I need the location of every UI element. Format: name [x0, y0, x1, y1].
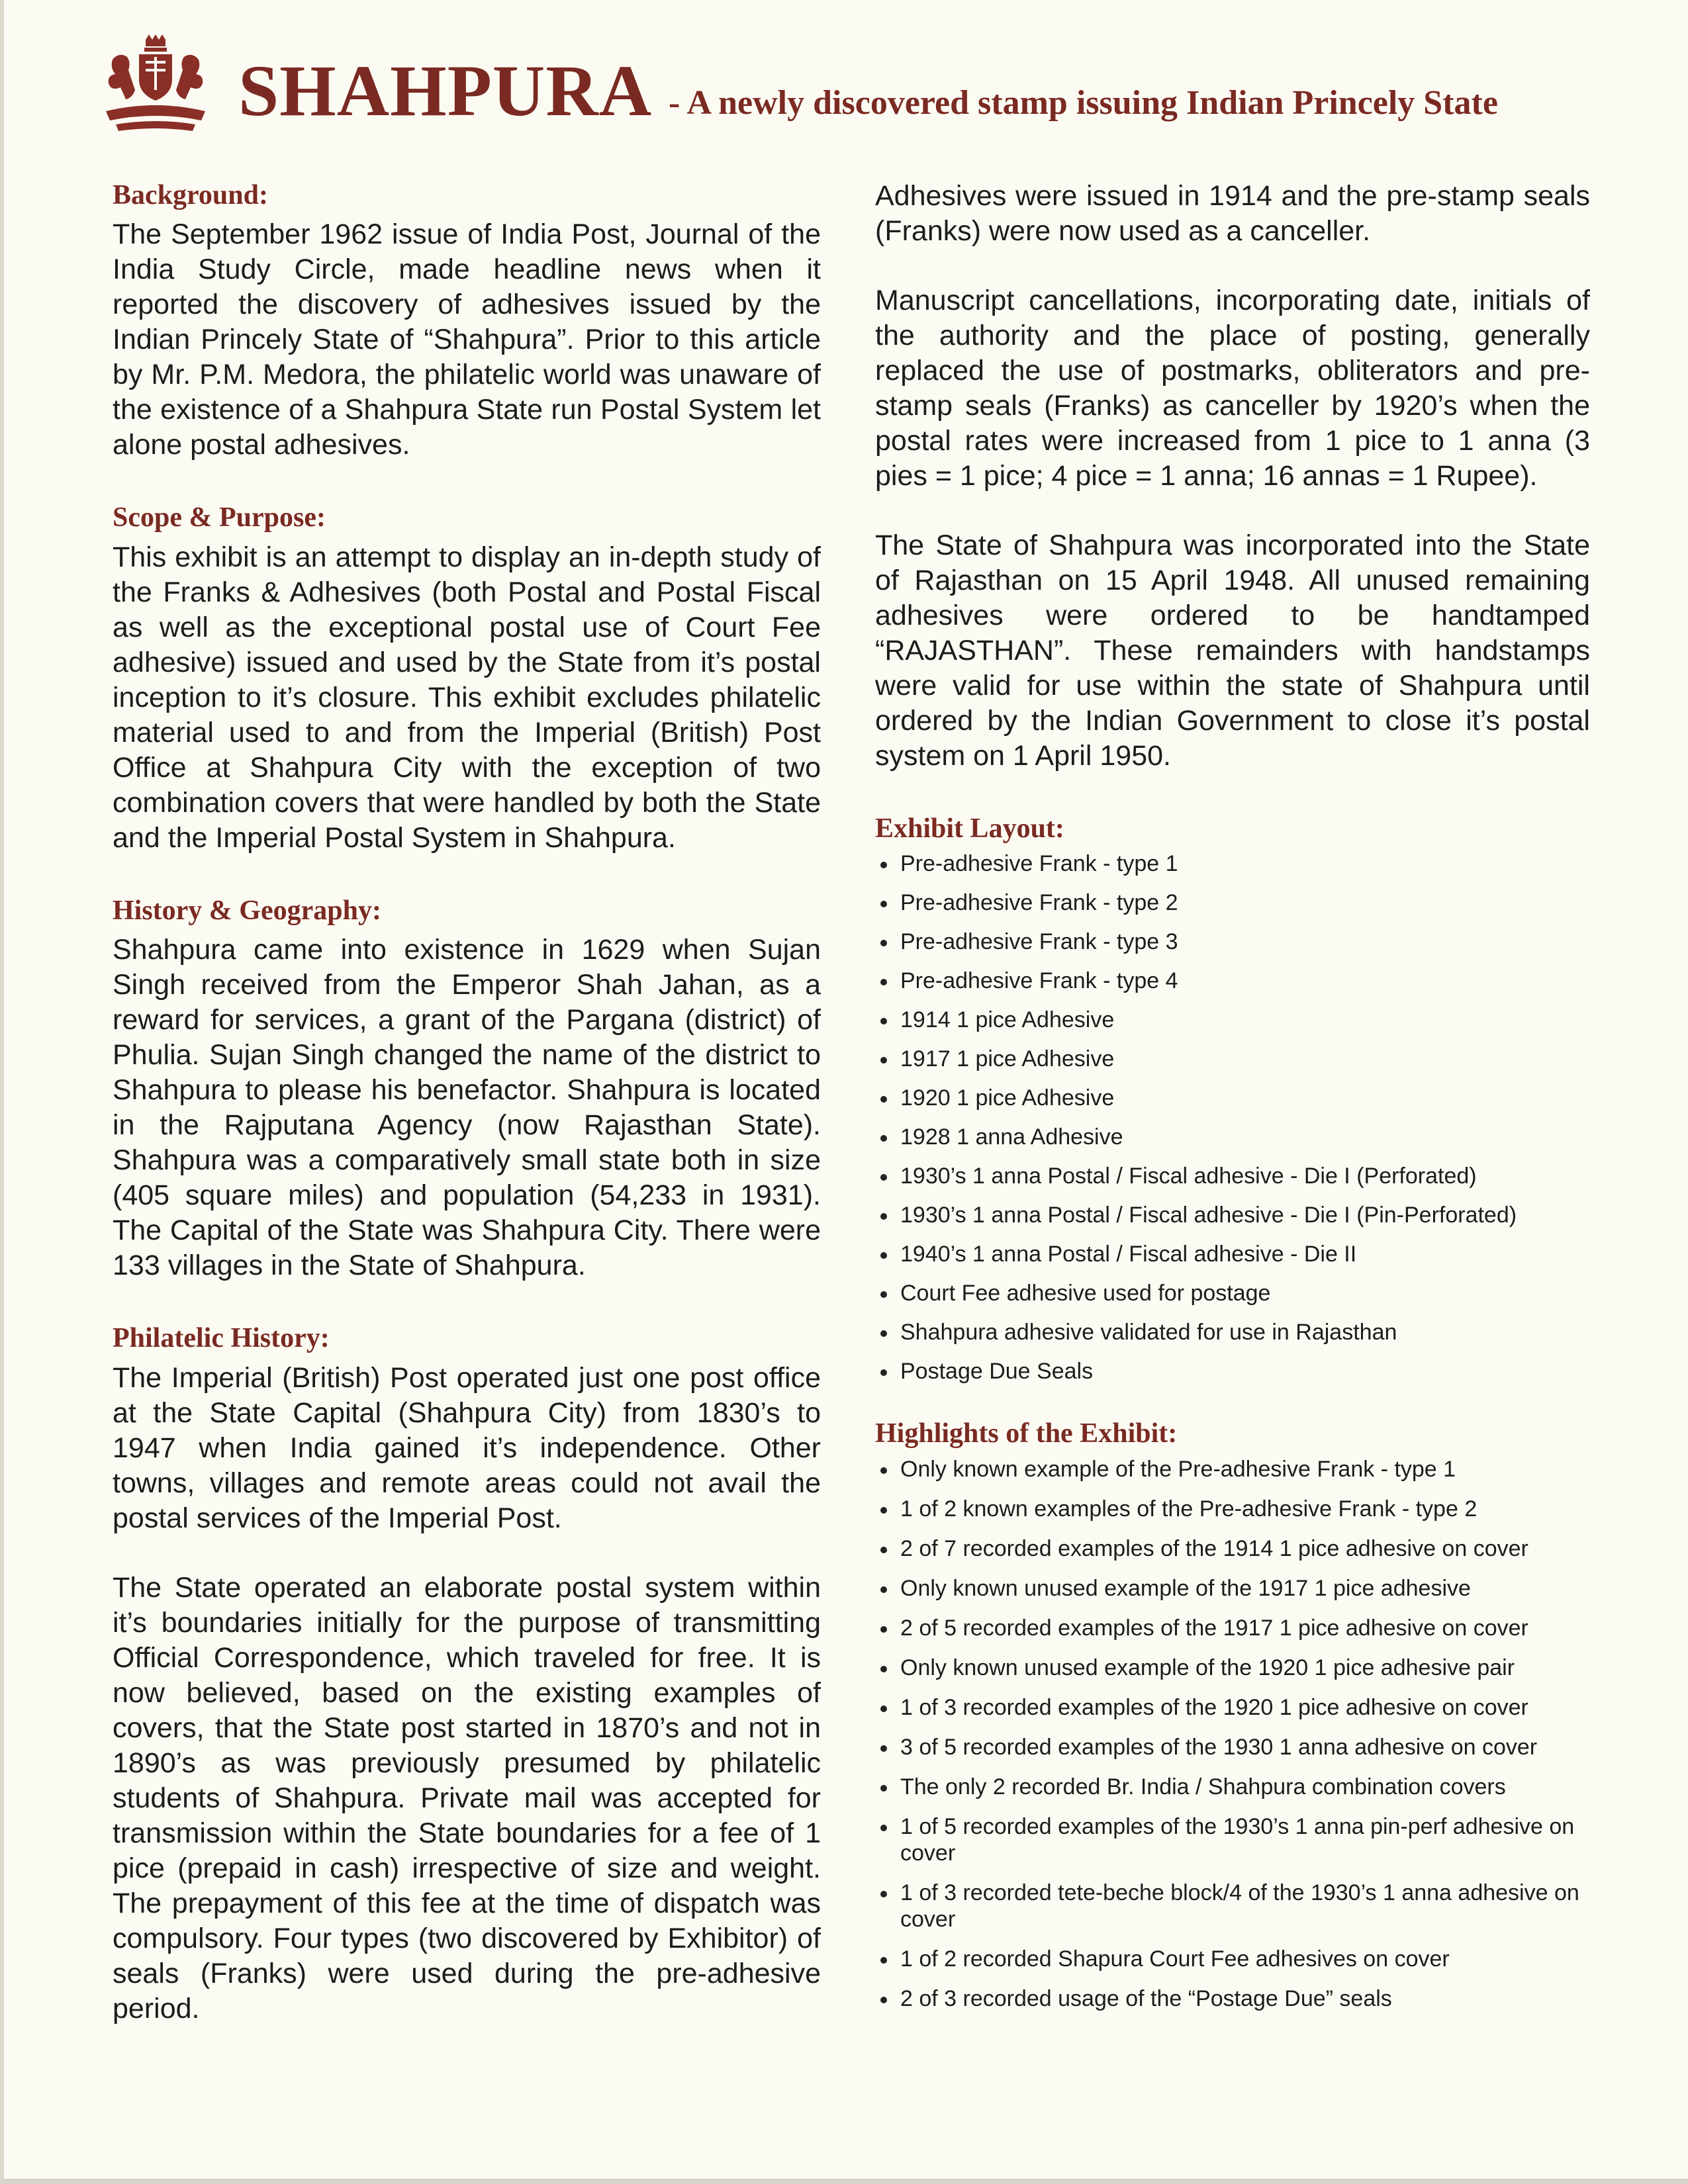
list-item: Pre-adhesive Frank - type 2: [875, 889, 1590, 916]
list-item: The only 2 recorded Br. India / Shahpura combination covers: [875, 1774, 1590, 1800]
highlights-list: [875, 1456, 1590, 2012]
list-item: 3 of 5 recorded examples of the 1930 1 anna adhesive on cover: [875, 1734, 1590, 1760]
list-item: Only known unused example of the 1917 1 pice adhesive: [875, 1575, 1590, 1602]
list-item: 2 of 7 recorded examples of the 1914 1 pice adhesive on cover: [875, 1535, 1590, 1562]
list-item: Pre-adhesive Frank - type 1: [875, 850, 1590, 877]
list-item: 1 of 3 recorded examples of the 1920 1 pice adhesive on cover: [875, 1694, 1590, 1721]
page-title: SHAHPURA: [238, 50, 653, 131]
philatelic-text-5: The State of Shahpura was incorporated into the State of Rajasthan on 15 April 1948. All unused remaining adhesives were ordered to be handtamped “RAJASTHAN”. These remainders with handstamps were valid for use within the state of Shahpura until ordered by the Indian Government to close it’s postal system on 1 April 1950.: [875, 529, 1590, 772]
layout-heading: Exhibit Layout:: [875, 813, 1064, 844]
background-text: The September 1962 issue of India Post, Journal of the India Study Circle, made headline news when it reported the discovery of adhesives issued by the Indian Princely State of “Shahpura”. Prior to this article by Mr. P.M. Medora, the philatelic world was unaware of the existence of a Shahpura State run Postal System let alone postal adhesives.: [113, 218, 821, 461]
scope-heading: Scope & Purpose:: [113, 502, 326, 533]
list-item: Pre-adhesive Frank - type 3: [875, 929, 1590, 955]
list-item: 1917 1 pice Adhesive: [875, 1046, 1590, 1072]
page-subtitle: - A newly discovered stamp issuing Indian Princely State: [669, 84, 1498, 122]
highlights-heading: Highlights of the Exhibit:: [875, 1418, 1178, 1449]
philatelic-text-4: Manuscript cancellations, incorporating date, initials of the authority and the place of posting, generally replaced the use of postmarks, obliterators and pre-stamp seals (Franks) as canceller by 1920’s when the postal rates were increased from 1 pice to 1 anna (3 pies = 1 pice; 4 pice = 1 anna; 16 annas = 1 Rupee).: [875, 285, 1590, 492]
history-text: Shahpura came into existence in 1629 when Sujan Singh received from the Emperor Shah Jahan, as a reward for services, a grant of the Pargana (district) of Phulia. Sujan Singh changed the name of the district to Shahpura to please his benefactor. Shahpura is located in the Rajputana Agency (now Rajasthan State). Shahpura was a comparatively small state both in size (405 square miles) and population (54,233 in 1931). The Capital of the State was Shahpura City. There were 133 villages in the State of Shahpura.: [113, 934, 821, 1282]
history-heading: History & Geography:: [113, 895, 381, 926]
background-heading: Background:: [113, 180, 268, 210]
philatelic-text-2: The State operated an elaborate postal system within it’s boundaries initially for the purpose of transmitting Official Correspondence, which traveled for free. It is now believed, based on the existing examples of covers, that the State post started in 1870’s and not in 1890’s as was previously presumed by philatelic students of Shahpura. Private mail was accepted for transmission within the State boundaries for a fee of 1 pice (prepaid in cash) irrespective of size and weight. The prepayment of this fee at the time of dispatch was compulsory. Four types (two discovered by Exhibitor) of seals (Franks) were used during the pre-adhesive period.: [113, 1571, 821, 2025]
list-item: 2 of 5 recorded examples of the 1917 1 pice adhesive on cover: [875, 1615, 1590, 1641]
layout-list: [875, 850, 1590, 1385]
page-edge-bottom: [0, 2179, 1688, 2184]
list-item: 1 of 3 recorded tete-beche block/4 of the 1930’s 1 anna adhesive on cover: [875, 1880, 1590, 1933]
right-column: [875, 179, 1590, 2025]
list-item: Postage Due Seals: [875, 1358, 1590, 1385]
list-item: Pre-adhesive Frank - type 4: [875, 968, 1590, 994]
list-item: 1928 1 anna Adhesive: [875, 1124, 1590, 1150]
scope-text: This exhibit is an attempt to display an in-depth study of the Franks & Adhesives (both Postal and Postal Fiscal as well as the exceptional postal use of Court Fee adhesive) issued and used by the State from it’s postal inception to it’s closure. This exhibit excludes philatelic material used to and from the Imperial (British) Post Office at Shahpura City with the exception of two combination covers that were handled by both the State and the Imperial Postal System in Shahpura.: [113, 541, 821, 854]
page-edge-left: [0, 0, 4, 2184]
list-item: 1 of 2 known examples of the Pre-adhesive Frank - type 2: [875, 1496, 1590, 1522]
royal-coat-of-arms-icon: [99, 33, 212, 142]
list-item: 1 of 2 recorded Shapura Court Fee adhesives on cover: [875, 1946, 1590, 1972]
list-item: Only known unused example of the 1920 1 pice adhesive pair: [875, 1655, 1590, 1681]
list-item: 1920 1 pice Adhesive: [875, 1085, 1590, 1111]
list-item: Shahpura adhesive validated for use in Rajasthan: [875, 1319, 1590, 1345]
list-item: 1 of 5 recorded examples of the 1930’s 1 anna pin-perf adhesive on cover: [875, 1813, 1590, 1866]
philatelic-heading: Philatelic History:: [113, 1323, 330, 1354]
philatelic-text-3: Adhesives were issued in 1914 and the pre-stamp seals (Franks) were now used as a canceller.: [875, 180, 1590, 247]
list-item: Court Fee adhesive used for postage: [875, 1280, 1590, 1306]
list-item: 1930’s 1 anna Postal / Fiscal adhesive - Die I (Perforated): [875, 1163, 1590, 1189]
list-item: 1914 1 pice Adhesive: [875, 1007, 1590, 1033]
list-item: 2 of 3 recorded usage of the “Postage Due” seals: [875, 1985, 1590, 2012]
list-item: 1930’s 1 anna Postal / Fiscal adhesive - Die I (Pin-Perforated): [875, 1202, 1590, 1228]
page-header: [99, 33, 1609, 146]
left-column: [113, 179, 821, 2026]
list-item: Only known example of the Pre-adhesive Frank - type 1: [875, 1456, 1590, 1482]
philatelic-text-1: The Imperial (British) Post operated just one post office at the State Capital (Shahpura City) from 1830’s to 1947 when India gained it’s independence. Other towns, villages and remote areas could not avail the postal services of the Imperial Post.: [113, 1361, 821, 1534]
list-item: 1940’s 1 anna Postal / Fiscal adhesive - Die II: [875, 1241, 1590, 1267]
